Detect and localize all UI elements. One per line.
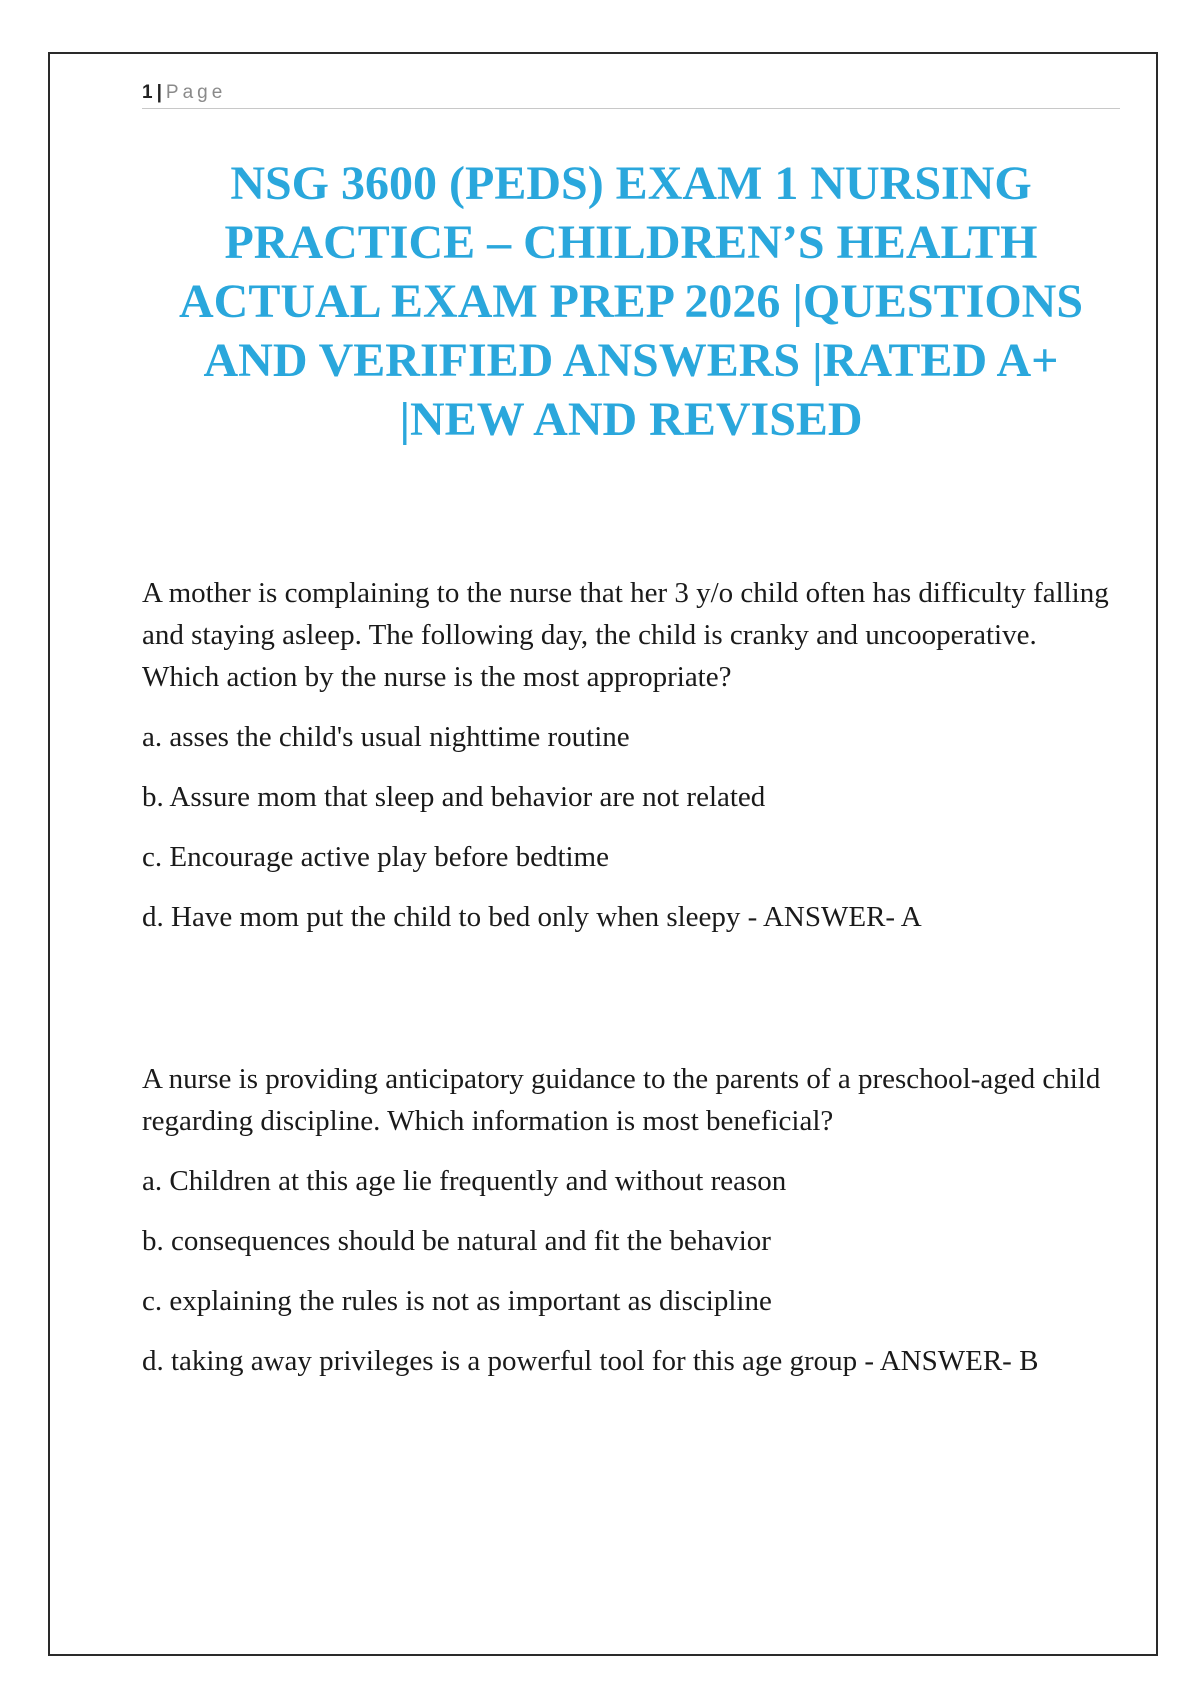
- answer-option-a: a. Children at this age lie frequently and without reason: [142, 1165, 787, 1197]
- page-number: 1: [142, 82, 153, 103]
- page-header: [142, 82, 1120, 109]
- answer-option-a: a. asses the child's usual nighttime routine: [142, 721, 630, 753]
- question-1: [142, 572, 1120, 956]
- page-separator: |: [156, 82, 162, 103]
- question-2: [142, 1058, 1120, 1400]
- page-label: Page: [165, 82, 227, 103]
- answer-option-c: c. Encourage active play before bedtime: [142, 841, 609, 873]
- document-title: NSG 3600 (PEDS) EXAM 1 NURSING PRACTICE – CHILDREN’S HEALTH ACTUAL EXAM PREP 2026 |QUESTIONS AND VERIFIED ANSWERS |RATED A+ |NEW AND REVISED: [178, 157, 1084, 446]
- question-stem: A nurse is providing anticipatory guidance to the parents of a preschool-aged child regarding discipline. Which information is most beneficial?: [142, 1063, 1101, 1137]
- question-stem: A mother is complaining to the nurse that her 3 y/o child often has difficulty falling and staying asleep. The following day, the child is cranky and uncooperative. Which action by the nurse is the most appropriate?: [142, 577, 1109, 693]
- answer-option-d: d. Have mom put the child to bed only when sleepy - ANSWER- A: [142, 901, 922, 933]
- answer-option-c: c. explaining the rules is not as important as discipline: [142, 1285, 772, 1317]
- answer-option-b: b. consequences should be natural and fit the behavior: [142, 1225, 771, 1257]
- answer-option-d: d. taking away privileges is a powerful tool for this age group - ANSWER- B: [142, 1345, 1039, 1377]
- answer-option-b: b. Assure mom that sleep and behavior are not related: [142, 781, 766, 813]
- document-page: [48, 52, 1158, 1656]
